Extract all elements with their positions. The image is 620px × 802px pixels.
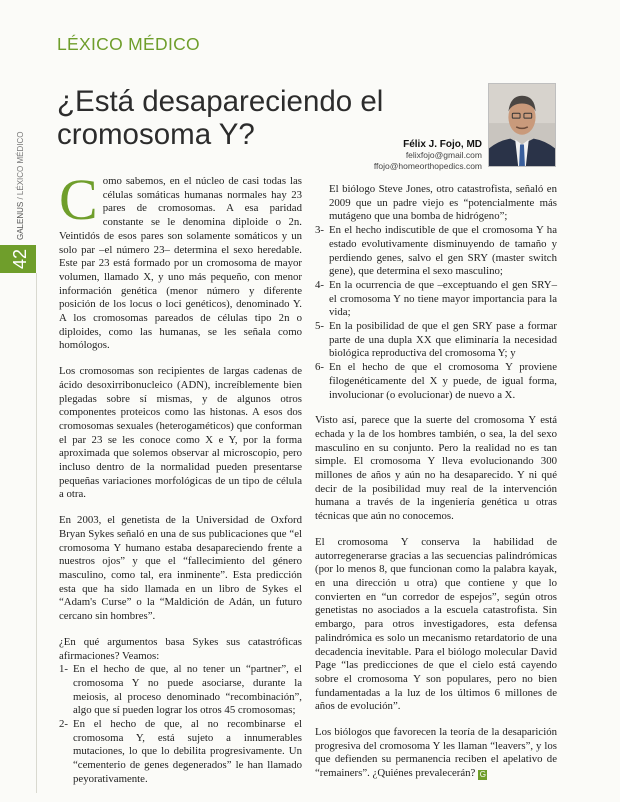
paragraph: Visto así, parece que la suerte del cromosoma Y está echada y la de los hombres también, o sea, la del sexo masculino en su conjunto. Pero la realidad no es tan simple. El cromosoma Y lleva evolucionando 300 millones de años y aún no ha desaparecido. Y ni qué decir de la posibilidad muy real de la intervención humana a través de la ingeniería genética u otras técnicas que aún no conocemos. — [315, 414, 557, 523]
sidebar-running-head: GALENUS / LÉXICO MÉDICO — [16, 131, 25, 240]
paragraph: El cromosoma Y conserva la habilidad de autorregenerarse gracias a las secuencias palindrómicas (por lo menos 8, que funcionan como la palabra kayak, en una dirección u otra) que contiene y que lo convierten en “un corredor de espejos”, según otros genetistas no asociados a la escuela catastrofista. Sin embargo, para otros investigadores, esta defensa palindrómica es solo un mecanismo retardatorio de una decadencia inevitable. Para el biólogo molecular David Page “las predicciones de que el cielo está cayendo sobre el cromosoma Y son populares, pero no bien fundamentadas a la luz de los últimos 6 millones de años de evolución”. — [315, 535, 557, 713]
author-block — [374, 139, 482, 172]
paragraph: En 2003, el genetista de la Universidad de Oxford Bryan Sykes señaló en una de sus publicaciones que “el cromosoma Y humano estaba desapareciendo frente a nuestros ojos” y que el “fallecimiento del género masculino, como tal, era inminente”. Esta predicción esta que ha sido llamada en un libro de Sykes el “Adam's Curse” o la “Maldición de Adán, un futuro cercano sin hombres”. — [59, 514, 302, 623]
drop-cap: C — [59, 167, 98, 232]
paragraph: Los biólogos que favorecen la teoría de la desaparición progresiva del cromosoma Y les llaman “leavers”, y los que defienden su permanencia reciben el apelativo de “remainers”. ¿Quiénes prevalecerán? G — [315, 726, 557, 780]
right-column — [315, 183, 557, 793]
list-item: 3- En el hecho indiscutible de que el cromosoma Y ha estado evolutivamente disminuyendo de tamaño y perdiendo genes, salvo el gen SRY (master switch gene), que determina el sexo masculino; — [315, 224, 557, 278]
list-item: 2- En el hecho de que, al no recombinarse el cromosoma Y, está sujeto a innumerables mutaciones, lo que lo debilita progresivamente. Un “cementerio de genes degenerados” le han llamado peyorativamente. — [59, 718, 302, 785]
author-photo — [488, 83, 556, 167]
paragraph: omo sabemos, en el núcleo de casi todas las células somáticas humanas normales hay 23 pares de cromosomas. A esa paridad constante se le denomina diploide o 2n. Veintidós de esos pares son solamente somáticos y un solo par –el número 23– determina el sexo heredable. Este par 23 está formado por un cromosoma de mayor volumen, llamado X, y uno más pequeño, con menor información genética (menor número y diferente posición de los locus o loci genéticos), denominado Y. A los cromosomas pareados de células tipo 2n o diploides, como las humanas, se les señala como homólogos. — [59, 175, 302, 352]
list-item: 6- En el hecho de que el cromosoma Y proviene filogenéticamente del X y puede, de igual forma, involucionar (o evolucionar) de nuevo a X. — [315, 361, 557, 401]
author-email[interactable]: felixfojo@gmail.com — [405, 150, 482, 160]
left-column — [59, 167, 302, 799]
article-title: ¿Está desapareciendo el cromosoma Y? — [57, 85, 384, 151]
page-number: 42 — [10, 248, 30, 270]
paragraph: ¿En qué argumentos basa Sykes sus catastróficas afirmaciones? Veamos: — [59, 635, 302, 662]
author-name: Félix J. Fojo, MD — [403, 139, 482, 150]
paragraph: Los cromosomas son recipientes de largas cadenas de ácido desoxirribonucleico (ADN), increíblemente bien plegadas sobre sí mismas, y de algunos otros componentes proteicos como las histonas. A esos dos cromosomas sexuales (heterogaméticos) que conforman el par 23 se les conoce como X e Y, por la forma aproximada que solemos observar al microscopio, pero incluso dentro de la normalidad pueden presentarse pequeñas variaciones morfológicas de un tipo de célula a otra. — [59, 365, 302, 501]
argument-list — [59, 663, 302, 786]
sidebar-divider — [36, 273, 37, 793]
list-item: 5- En la posibilidad de que el gen SRY pase a formar parte de una dupla XX que eliminaría la necesidad biológica reproductiva del cromosoma Y; y — [315, 320, 557, 360]
section-label: LÉXICO MÉDICO — [57, 34, 200, 54]
list-item-continuation: El biólogo Steve Jones, otro catastrofista, señaló en 2009 que un padre viejo es “potencialmente más mutágeno que una bomba de hidrógeno”; — [329, 183, 557, 223]
author-email-secondary[interactable]: ffojo@homeorthopedics.com — [373, 161, 482, 171]
end-mark-icon: G — [479, 770, 486, 780]
list-item: 1- En el hecho de que, al no tener un “partner”, el cromosoma Y no puede asociarse, durante la meiosis, al proceso denominado “recombinación”, algo que sí pueden lograr los otros 45 cromosomas; — [59, 663, 302, 717]
list-item: 4- En la ocurrencia de que –exceptuando el gen SRY– el cromosoma Y no tiene mayor importancia para la vida; — [315, 278, 557, 319]
argument-list-continued — [315, 183, 557, 402]
